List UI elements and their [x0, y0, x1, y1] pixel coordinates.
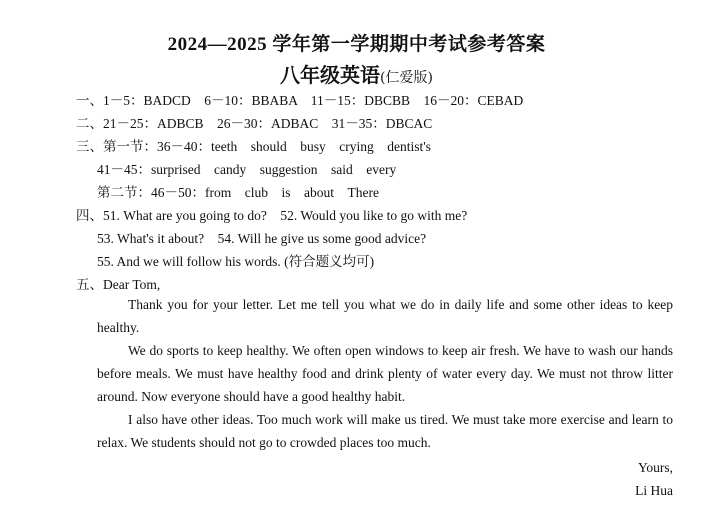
answer-section-3-part-1: 三、第一节：36－40：teeth should busy crying dentist's: [76, 139, 431, 154]
letter-paragraph-2-text: We do sports to keep healthy. We often open windows to keep air fresh. We have to wash our hands before meals. We must have healthy food and drink plenty of water every day. We must not throw litter around. Now everyone should have a good healthy habit.: [97, 343, 673, 404]
answer-section-4-line-2: 53. What's it about? 54. Will he give us some good advice?: [97, 231, 427, 246]
answer-section-1: 一、1－5：BADCD 6－10：BBABA 11－15：DBCBB 16－20：CEBAD: [76, 93, 524, 108]
letter-salutation: Dear Tom,: [103, 277, 161, 292]
letter-paragraph-1: [97, 293, 673, 339]
letter-paragraph-3-text: I also have other ideas. Too much work will make us tired. We must take more exercise and learn to relax. We students should not go to crowded places too much.: [97, 412, 673, 450]
letter-signature: Li Hua: [635, 483, 673, 498]
letter-salutation-line: [76, 276, 160, 294]
answer-section-2: 二、21－25：ADBCB 26－30：ADBAC 31－35：DBCAC: [76, 116, 433, 131]
letter-paragraph-2: [97, 339, 673, 408]
page-title: 2024—2025 学年第一学期期中考试参考答案: [167, 34, 546, 55]
edition-label: (仁爱版): [380, 70, 433, 86]
answer-section-4-line-1: 四、51. What are you going to do? 52. Would you like to go with me?: [76, 208, 468, 223]
answer-section-3-part-1-continued: 41－45：surprised candy suggestion said every: [97, 162, 397, 177]
letter-paragraph-3: [97, 408, 673, 454]
subject-label: 八年级英语: [280, 63, 381, 87]
answer-section-4-line-3: 55. And we will follow his words. (符合题义均可): [97, 254, 375, 269]
letter-paragraph-1-text: Thank you for your letter. Let me tell you what we do in daily life and some other ideas to keep healthy.: [97, 297, 673, 335]
answer-section-3-part-2: 第二节：46－50：from club is about There: [97, 185, 379, 200]
page-subtitle: [0, 62, 713, 91]
letter-closing: Yours,: [637, 460, 673, 475]
section-5-prefix: 五、: [76, 277, 103, 292]
